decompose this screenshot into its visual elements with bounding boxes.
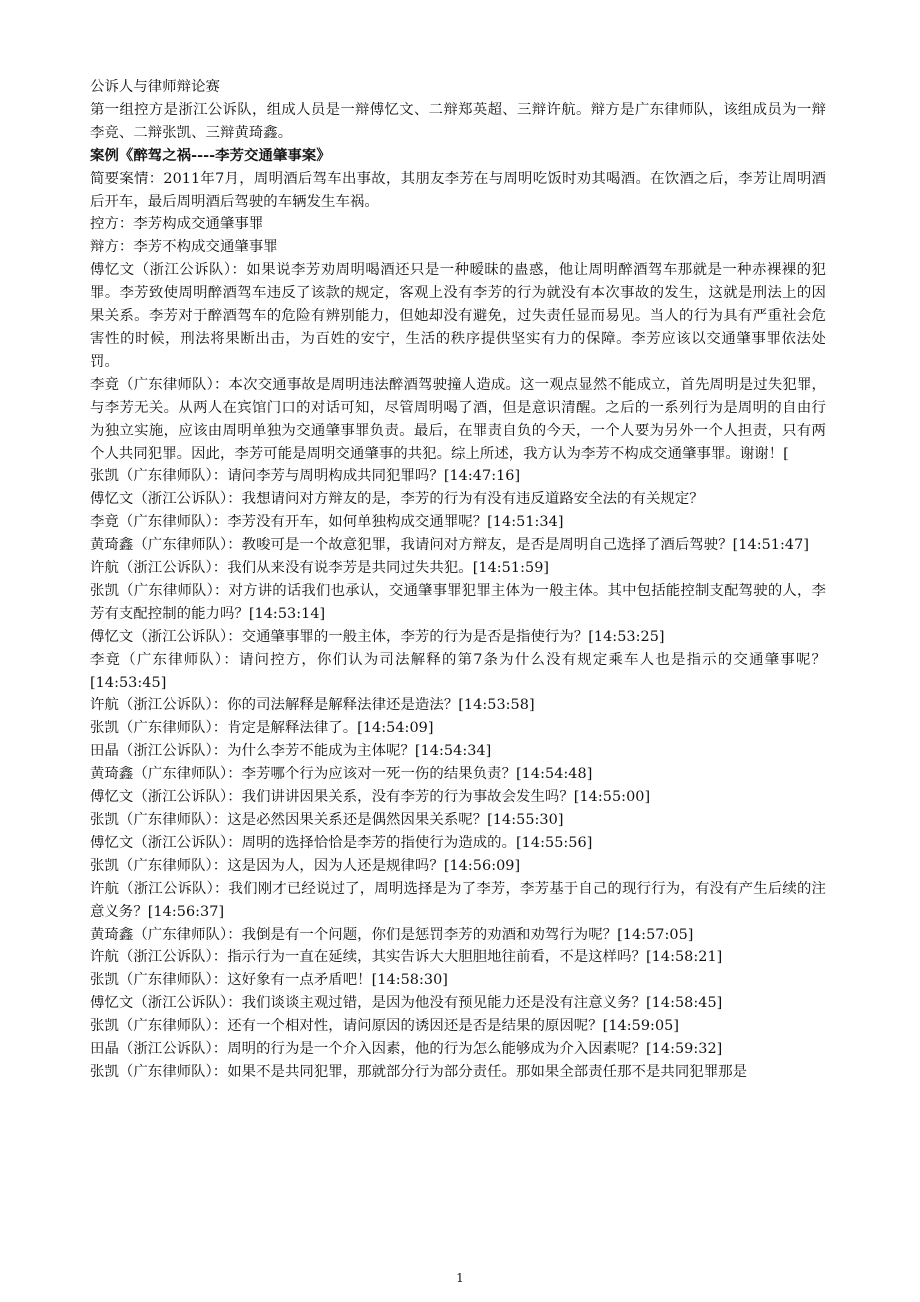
paragraph: 张凯（广东律师队）：请问李芳与周明构成共同犯罪吗？[14:47:16] [90, 468, 521, 485]
case-heading: 案例《醉驾之祸----李芳交通肇事案》 [90, 146, 331, 164]
paragraph: 张凯（广东律师队）：这是必然因果关系还是偶然因果关系呢？[14:55:30] [90, 812, 564, 828]
paragraph: 黄琦鑫（广东律师队）：李芳哪个行为应该对一死一伤的结果负责？[14:54:48] [90, 766, 593, 783]
paragraph: 许航（浙江公诉队）：指示行为一直在延续，其实告诉大大胆胆地往前看，不是这样吗？[14:58:21] [90, 949, 723, 966]
paragraph: 黄琦鑫（广东律师队）：教唆可是一个故意犯罪，我请问对方辩友，是否是周明自己选择了酒后驾驶？[14:51:47] [90, 537, 809, 554]
paragraph: 田晶（浙江公诉队）：为什么李芳不能成为主体呢？[14:54:34] [90, 743, 492, 760]
document-body [90, 76, 826, 1084]
paragraph: 第一组控方是浙江公诉队，组成人员是一辩傅忆文、二辩郑英超、三辩许航。辩方是广东律师队，该组成员为一辩李竞、二辩张凯、三辩黄琦鑫。 [90, 101, 826, 141]
paragraph: 张凯（广东律师队）：还有一个相对性，请问原因的诱因还是否是结果的原因呢？[14:59:05] [90, 1018, 680, 1035]
paragraph: 张凯（广东律师队）：这好象有一点矛盾吧！[14:58:30] [90, 972, 448, 989]
paragraph: 控方：李芳构成交通肇事罪 [90, 216, 264, 233]
paragraph: 张凯（广东律师队）：这是因为人，因为人还是规律吗？[14:56:09] [90, 857, 521, 874]
paragraph: 许航（浙江公诉队）：我们从来没有说李芳是共同过失共犯。[14:51:59] [90, 560, 550, 577]
paragraph: 李竟（广东律师队）：请问控方，你们认为司法解释的第7条为什么没有规定乘车人也是指示的交通肇事呢？[14:53:45] [90, 651, 826, 691]
paragraph: 田晶（浙江公诉队）：周明的行为是一个介入因素，他的行为怎么能够成为介入因素呢？[14:59:32] [90, 1041, 723, 1058]
paragraph: 傅忆文（浙江公诉队）：我想请问对方辩友的是，李芳的行为有没有违反道路安全法的有关规定？ [90, 491, 704, 508]
paragraph: 傅忆文（浙江公诉队）：周明的选择恰恰是李芳的指使行为造成的。[14:55:56] [90, 834, 593, 851]
paragraph: 简要案情：2011年7月，周明酒后驾车出事故，其朋友李芳在与周明吃饭时劝其喝酒。在饮酒之后，李芳让周明酒后开车，最后周明酒后驾驶的车辆发生车祸。 [90, 170, 826, 210]
paragraph: 傅忆文（浙江公诉队）：我们讲讲因果关系，没有李芳的行为事故会发生吗？[14:55:00] [90, 789, 651, 806]
paragraph: 许航（浙江公诉队）：我们刚才已经说过了，周明选择是为了李芳，李芳基于自己的现行行为，有没有产生后续的注意义务？[14:56:37] [90, 880, 826, 920]
paragraph: 张凯（广东律师队）：对方讲的话我们也承认，交通肇事罪犯罪主体为一般主体。其中包括能控制支配驾驶的人，李芳有支配控制的能力吗？[14:53:14] [90, 582, 826, 622]
document-title: 公诉人与律师辩论赛 [90, 79, 220, 95]
paragraph: 傅忆文（浙江公诉队）：交通肇事罪的一般主体，李芳的行为是否是指使行为？[14:53:25] [90, 628, 665, 645]
page-number: 1 [456, 1271, 464, 1285]
paragraph: 傅忆文（浙江公诉队）：我们谈谈主观过错，是因为他没有预见能力还是没有注意义务？[14:58:45] [90, 995, 723, 1012]
paragraph: 黄琦鑫（广东律师队）：我倒是有一个问题，你们是惩罚李芳的劝酒和劝驾行为呢？[14:57:05] [90, 926, 694, 943]
paragraph: 李竟（广东律师队）：本次交通事故是周明违法醉酒驾驶撞人造成。这一观点显然不能成立，首先周明是过失犯罪，与李芳无关。从两人在宾馆门口的对话可知，尽管周明喝了酒，但是意识清醒。之后的一系列行为是周明的自由行为独立实施，应该由周明单独为交通肇事罪负责。最后，在罪责自负的今天，一个人要为另外一个人担责，只有两个人共同犯罪。因此，李芳可能是周明交通肇事的共犯。综上所述，我方认为李芳不构成交通肇事罪。谢谢！[ [90, 376, 826, 462]
paragraph: 辩方：李芳不构成交通肇事罪 [90, 239, 278, 256]
paragraph: 傅忆文（浙江公诉队）：如果说李芳劝周明喝酒还只是一种暧昧的蛊惑，他让周明醉酒驾车那就是一种赤裸裸的犯罪。李芳致使周明醉酒驾车违反了该款的规定，客观上没有李芳的行为就没有本次事故的发生，这就是刑法上的因果关系。李芳对于醉酒驾车的危险有辨别能力，但她却没有避免，过失责任显而易见。当人的行为具有严重社会危害性的时候，刑法将果断出击，为百姓的安宁，生活的秩序提供坚实有力的保障。李芳应该以交通肇事罪依法处罚。 [90, 262, 826, 370]
paragraph: 许航（浙江公诉队）：你的司法解释是解释法律还是造法？[14:53:58] [90, 697, 535, 714]
paragraph: 张凯（广东律师队）：如果不是共同犯罪，那就部分行为部分责任。那如果全部责任那不是共同犯罪那是 [90, 1063, 748, 1080]
paragraph: 李竟（广东律师队）：李芳没有开车，如何单独构成交通罪呢？[14:51:34] [90, 514, 564, 531]
paragraph: 张凯（广东律师队）：肯定是解释法律了。[14:54:09] [90, 720, 434, 737]
